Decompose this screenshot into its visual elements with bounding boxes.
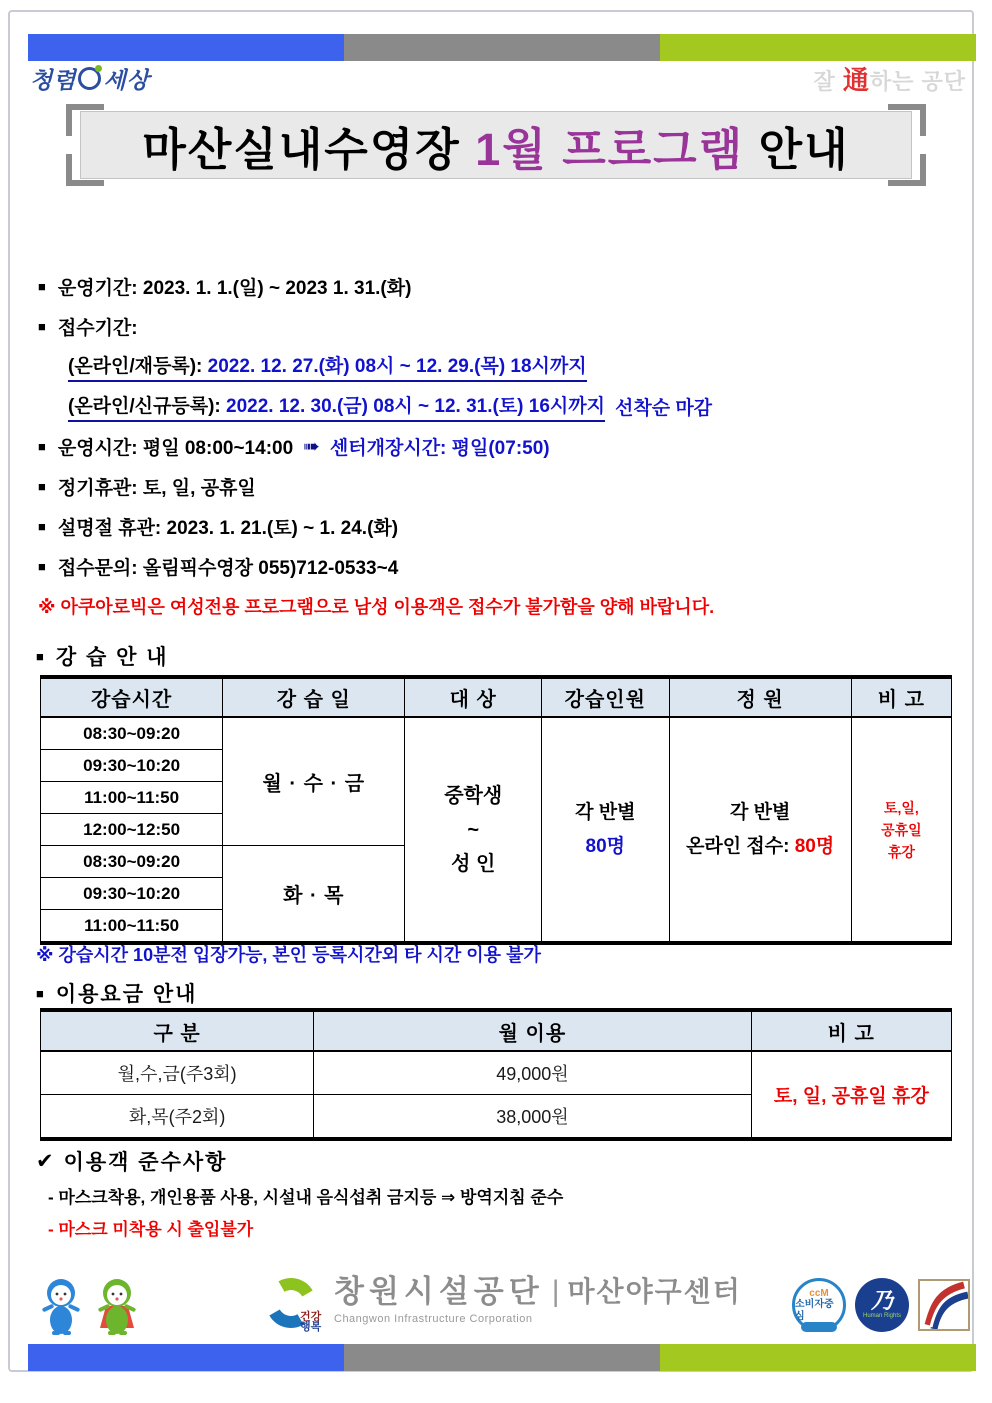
square-bullet-icon: ■ <box>38 478 46 494</box>
capacity-value: 80명 <box>585 835 626 857</box>
regular-closed-text: 정기휴관: 토, 일, 공휴일 <box>57 477 256 499</box>
lesson-time-cell: 11:00~11:50 <box>41 782 223 814</box>
ccm-badge-banner <box>801 1322 837 1332</box>
mascots <box>38 1276 140 1336</box>
fee-price-cell: 38,000원 <box>314 1095 751 1138</box>
page-title <box>142 113 849 178</box>
bottom-bar-gray-segment <box>344 1344 660 1371</box>
reg2-underline-group <box>68 391 605 422</box>
info-line-warning <box>38 586 956 626</box>
info-line-contact <box>38 546 956 586</box>
corporation-swirl-icon <box>260 1272 322 1334</box>
corporation-logo-group <box>260 1272 742 1334</box>
fee-category-cell: 월,수,금(주3회) <box>41 1051 314 1095</box>
reg2-value: 2022. 12. 30.(금) 08시 ~ 12. 31.(토) 16시까지 <box>226 395 605 417</box>
top-bar-gray-segment <box>344 34 660 61</box>
compliance-title-row <box>36 1146 563 1176</box>
slogan-prefix: 잘 <box>813 69 843 94</box>
lesson-table-wrap <box>40 675 952 945</box>
certification-badges <box>792 1278 970 1332</box>
corporation-name-row <box>334 1272 742 1312</box>
center-name: 마산야구센터 <box>567 1276 742 1307</box>
ccm-badge-top-text: ccM <box>809 1287 829 1299</box>
quota-label-line2: 온라인 접수: <box>686 835 795 857</box>
top-bar-blue-segment <box>28 34 344 61</box>
quota-value: 80명 <box>794 835 835 857</box>
stamp-text: 건강 <box>300 1311 322 1323</box>
lesson-time-cell: 08:30~09:20 <box>41 846 223 878</box>
remark-line: 토,일, <box>883 799 919 816</box>
capacity-label: 각 반별 <box>575 801 636 823</box>
service-quality-badge-icon <box>918 1279 970 1331</box>
reg1-label: (온라인/재등록): <box>68 355 208 377</box>
fee-section-label: 이용요금 안내 <box>55 983 198 1006</box>
fee-section-title <box>36 978 197 1008</box>
square-bullet-icon: ■ <box>38 318 46 334</box>
info-list <box>38 266 956 626</box>
mascot-blue-icon <box>38 1276 84 1336</box>
target-line: ~ <box>467 818 480 841</box>
corp-slogan <box>813 60 966 97</box>
reg1-value: 2022. 12. 27.(화) 08시 ~ 12. 29.(목) 18시까지 <box>207 355 587 377</box>
quota-line2 <box>670 830 851 864</box>
lesson-remark-cell <box>851 717 951 942</box>
hours-value: 센터개장시간: 평일(07:50) <box>329 437 550 459</box>
remark-line: 휴강 <box>887 843 915 860</box>
lesson-row <box>41 717 952 750</box>
lesson-table <box>40 678 952 942</box>
lesson-col-capacity: 강습인원 <box>542 679 670 718</box>
holiday-closed-text: 설명절 휴관: 2023. 1. 21.(토) ~ 1. 24.(화) <box>57 517 399 539</box>
lesson-time-cell: 09:30~10:20 <box>41 878 223 910</box>
brand-left-text-2: 세상 <box>103 67 150 93</box>
target-line: 중학생 <box>444 784 503 807</box>
reg1-underline-group <box>68 351 587 382</box>
brand-emblem-icon <box>78 67 101 90</box>
square-bullet-icon: ■ <box>38 438 46 454</box>
human-rights-badge-icon <box>855 1278 909 1332</box>
fee-category-cell: 화,목(주2회) <box>41 1095 314 1138</box>
square-bullet-icon: ■ <box>38 558 46 574</box>
title-box <box>66 104 926 186</box>
aqua-warning-text: ※ 아쿠아로빅은 여성전용 프로그램으로 남성 이용객은 접수가 불가함을 양해 바랍니다. <box>38 597 715 617</box>
lesson-quota-cell <box>669 717 851 942</box>
bottom-color-bar <box>28 1344 976 1371</box>
arrow-icon: ➠ <box>303 435 320 458</box>
lesson-capacity-cell <box>542 717 670 942</box>
info-line-period <box>38 266 956 306</box>
compliance-item-2: - 마스크 미착용 시 출입불가 <box>48 1220 254 1239</box>
target-line: 성 인 <box>451 852 496 875</box>
operation-period-text: 운영기간: 2023. 1. 1.(일) ~ 2023 1. 31.(화) <box>57 277 412 299</box>
fee-col-monthly: 월 이용 <box>314 1012 751 1052</box>
square-bullet-icon: ■ <box>36 648 46 664</box>
title-part2: 1월 프로그램 <box>475 123 745 175</box>
fee-remark-cell: 토, 일, 공휴일 휴강 <box>751 1051 951 1138</box>
info-line-hours <box>38 426 956 466</box>
compliance-section <box>36 1146 563 1240</box>
top-bar-green-segment <box>660 34 976 61</box>
lesson-header-row <box>41 679 952 718</box>
title-panel <box>80 111 912 179</box>
brand-left-text-1: 청렴 <box>30 67 77 93</box>
info-line-reg1 <box>38 346 956 386</box>
corporation-names <box>334 1272 742 1325</box>
svg-text:행복: 행복 <box>300 1321 322 1333</box>
lesson-days-mwf-cell: 월 · 수 · 금 <box>223 717 405 846</box>
lesson-col-time: 강습시간 <box>41 679 223 718</box>
remark-line: 공휴일 <box>881 821 922 838</box>
slogan-suffix: 하는 공단 <box>869 69 966 94</box>
reg2-label: (온라인/신규등록): <box>68 395 227 417</box>
registration-title-text: 접수기간: <box>57 317 138 339</box>
top-color-bar <box>28 34 976 61</box>
compliance-title: 이용객 준수사항 <box>63 1151 228 1174</box>
corporation-name-kr: 창원시설공단 <box>334 1274 544 1309</box>
fee-col-category: 구 분 <box>41 1012 314 1052</box>
info-line-holiday <box>38 506 956 546</box>
title-part3: 안내 <box>744 123 850 175</box>
lesson-time-cell: 09:30~10:20 <box>41 750 223 782</box>
lesson-time-cell: 08:30~09:20 <box>41 717 223 750</box>
fee-price-cell: 49,000원 <box>314 1051 751 1095</box>
hours-label: 운영시간: 평일 08:00~14:00 <box>57 437 294 459</box>
checkmark-icon: ✔ <box>36 1149 56 1173</box>
square-bullet-icon: ■ <box>38 278 46 294</box>
fee-col-remark: 비 고 <box>751 1012 951 1052</box>
quota-label-line1: 각 반별 <box>729 801 791 823</box>
fee-row <box>41 1051 952 1095</box>
slogan-red-char: 通 <box>842 65 870 95</box>
human-rights-glyph: 乃 <box>870 1288 893 1313</box>
lesson-section-label: 강 습 안 내 <box>55 646 169 669</box>
bottom-bar-blue-segment <box>28 1344 344 1371</box>
info-line-closed <box>38 466 956 506</box>
lesson-note: ※ 강습시간 10분전 입장가능, 본인 등록시간외 타 시간 이용 불가 <box>36 945 541 965</box>
divider-bar: | <box>551 1275 560 1308</box>
lesson-days-tt-cell: 화 · 목 <box>223 846 405 942</box>
lesson-col-target: 대 상 <box>405 679 542 718</box>
lesson-col-quota: 정 원 <box>669 679 851 718</box>
lesson-target-cell <box>405 717 542 942</box>
reg2-suffix: 선착순 마감 <box>614 397 713 419</box>
brand-row <box>30 60 966 97</box>
title-part1: 마산실내수영장 <box>142 123 476 175</box>
lesson-section-title <box>36 641 169 671</box>
contact-text: 접수문의: 올림픽수영장 055)712-0533~4 <box>57 557 399 579</box>
compliance-item-1: - 마스크착용, 개인용품 사용, 시설내 음식섭취 금지등 ⇒ 방역지침 준수 <box>48 1188 564 1207</box>
fee-table-wrap <box>40 1008 952 1141</box>
square-bullet-icon: ■ <box>38 518 46 534</box>
lesson-time-cell: 12:00~12:50 <box>41 814 223 846</box>
lesson-time-cell: 11:00~11:50 <box>41 910 223 942</box>
lesson-col-days: 강 습 일 <box>223 679 405 718</box>
ccm-badge-main-text: 소비자중심 <box>795 1298 834 1322</box>
mascot-green-icon <box>94 1276 140 1336</box>
lesson-col-remark: 비 고 <box>851 679 951 718</box>
footer <box>28 1268 976 1342</box>
integrity-logo <box>30 62 150 95</box>
human-rights-text: Human Rights <box>862 1313 901 1319</box>
fee-header-row <box>41 1012 952 1052</box>
bottom-bar-green-segment <box>660 1344 976 1371</box>
square-bullet-icon: ■ <box>36 985 46 1001</box>
info-line-registration <box>38 306 956 346</box>
info-line-reg2 <box>38 386 956 426</box>
ccm-badge-icon <box>792 1278 846 1332</box>
fee-table <box>40 1011 952 1138</box>
corporation-name-en: Changwon Infrastructure Corporation <box>334 1313 533 1325</box>
